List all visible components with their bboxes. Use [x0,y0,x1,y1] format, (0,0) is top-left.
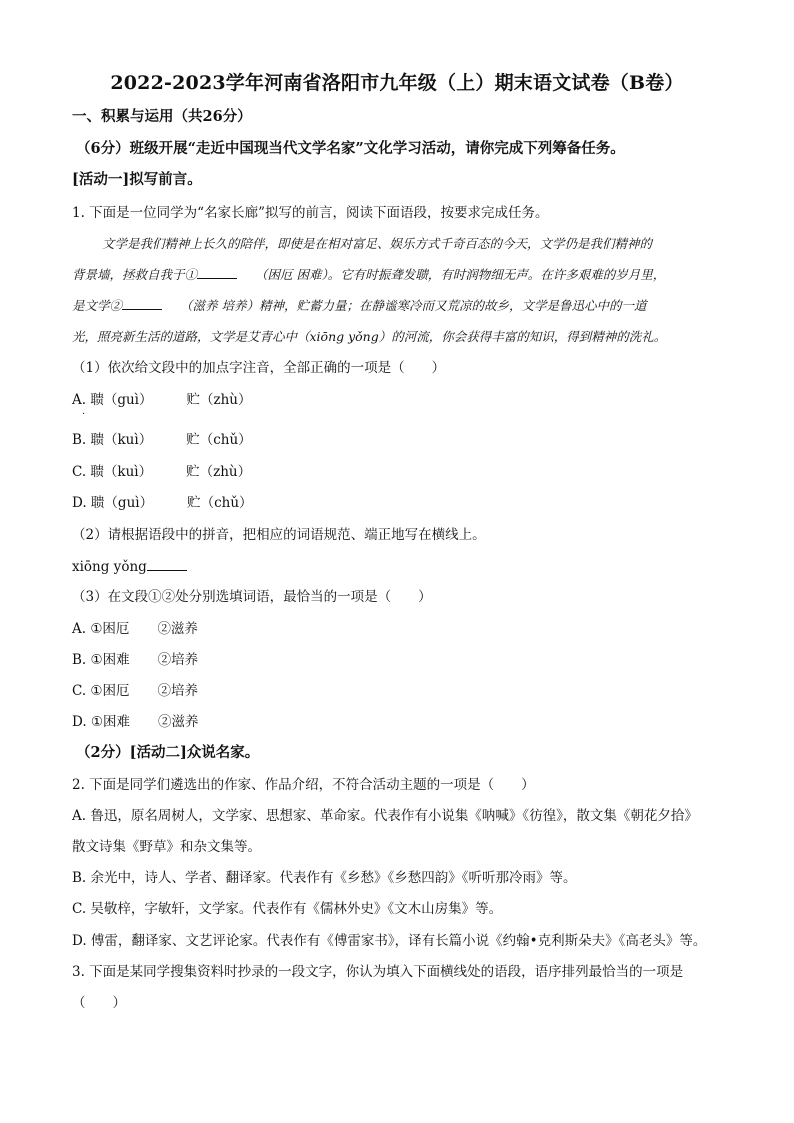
q2-option-a[interactable]: A. 鲁迅，原名周树人，文学家、思想家、革命家。代表作有小说集《呐喊》《彷徨》，散文集《朝花夕拾》 [72,808,698,824]
option-a[interactable]: A. 聩（guì） 贮（zhù） [72,392,252,408]
page-title: 2022-2023学年河南省洛阳市九年级（上）期末语文试卷（B卷） [110,72,684,94]
option-b[interactable]: B. 聩（kuì） 贮（chǔ） [72,432,252,448]
passage-text: （困厄 困难）。它有时振聋发聩，有时润物细无声。在许多艰难的岁月里， [255,267,666,282]
passage-text: 是文学② [72,298,123,313]
blank-1[interactable] [197,265,237,279]
passage-text: 背景墙，拯救自我于① [72,267,198,282]
activity1-heading: [活动一]拟写前言。 [72,171,202,188]
blank-2[interactable] [122,296,162,310]
passage-line-4: 光，照亮新生活的道路，文学是艾青心中（xiōng yǒng）的河流，你会获得丰富的知识，得到精神的洗礼。 [72,329,667,344]
option-d[interactable]: D. 聩（guì） 贮（chǔ） [72,495,253,511]
option-a[interactable]: A. ①困厄 ②滋养 [72,621,198,637]
option-d[interactable]: D. ①困难 ②滋养 [72,714,199,730]
option-c[interactable]: C. ①困厄 ②培养 [72,683,199,699]
pinyin-blank[interactable] [147,557,187,571]
option-c[interactable]: C. 聩（kuì） 贮（zhù） [72,464,252,480]
q2-option-a-cont: 散文诗集《野草》和杂文集等。 [72,839,261,855]
section-heading: 一、积累与运用（共26分） [72,108,252,125]
q3-answer-paren: （ ） [72,995,126,1011]
passage-line-2 [72,265,665,285]
q3-stem: 3. 下面是某同学搜集资料时抄录的一段文字，你认为填入下面横线处的语段，语序排列最恰当的一项是 [72,964,684,980]
q2-option-d[interactable]: D. 傅雷，翻译家、文艺评论家。代表作有《傅雷家书》，译有长篇小说《约翰•克利斯朵夫》《高老头》等。 [72,933,707,949]
q2-option-b[interactable]: B. 余光中，诗人、学者、翻译家。代表作有《乡愁》《乡愁四韵》《听听那冷雨》等。 [72,870,577,886]
q2-option-c[interactable]: C. 吴敬梓，字敏轩，文学家。代表作有《儒林外史》《文木山房集》等。 [72,901,503,917]
passage-line-3 [72,296,647,316]
emphasis-dot: · [82,409,86,420]
q2-stem: 2. 下面是同学们遴选出的作家、作品介绍，不符合活动主题的一项是（ ） [72,777,535,793]
task-intro: （6分）班级开展“走近中国现当代文学名家”文化学习活动，请你完成下列筹备任务。 [76,140,625,157]
passage-text: （滋养 培养）精神，贮蓄力量；在静谧寒冷而又荒凉的故乡，文学是鲁迅心中的一道 [180,298,647,313]
activity2-heading: （2分）[活动二]众说名家。 [76,744,260,761]
q1-stem: 1. 下面是一位同学为“名家长廊”拟写的前言，阅读下面语段，按要求完成任务。 [72,205,549,221]
q1-sub3: （3）在文段①②处分别选填词语，最恰当的一项是（ ） [72,589,432,605]
option-b[interactable]: B. ①困难 ②培养 [72,652,199,668]
q1-sub2: （2）请根据语段中的拼音，把相应的词语规范、端正地写在横线上。 [72,527,486,543]
passage-line-1: 文学是我们精神上长久的陪伴，即使是在相对富足、娱乐方式千奇百态的今天，文学仍是我们精神的 [102,236,653,251]
pinyin-line: xiōng yǒng [72,557,187,577]
q1-sub1: （1）依次给文段中的加点字注音，全部正确的一项是（ ） [72,360,446,376]
